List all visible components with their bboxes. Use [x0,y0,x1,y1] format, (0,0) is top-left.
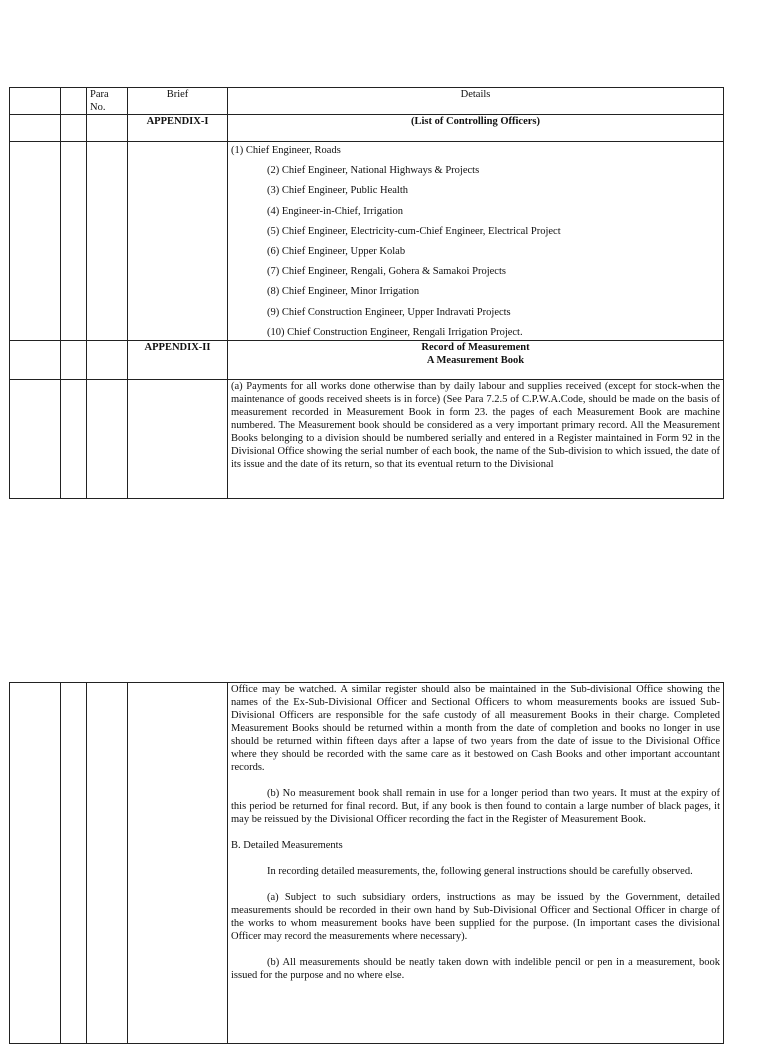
appendix-table-page-1 [9,87,724,499]
list-item: (7) Chief Engineer, Rengali, Gohera & Samakoi Projects [267,266,506,278]
details-header: Details [228,88,724,115]
list-item: (3) Chief Engineer, Public Health [267,185,408,197]
para-detailed-b: (b) All measurements should be neatly taken down with indelible pencil or pen in a measurement, book issued for the purpose and no where else. [231,957,720,981]
list-item: (5) Chief Engineer, Electricity-cum-Chief Engineer, Electrical Project [267,225,561,237]
list-item: (9) Chief Construction Engineer, Upper Indravati Projects [267,306,511,318]
appendix-table-page-2 [9,682,724,1044]
appendix-2-body-row [10,379,724,498]
blank-col-cell [10,88,61,115]
list-item: (6) Chief Engineer, Upper Kolab [267,245,406,257]
para-continuation: Office may be watched. A similar register should also be maintained in the Sub-divisional Office showing the names of the Ex-Sub-Divisional Officer and Sectional Officers to whom measurements books are issued Sub-Divisional Officers are responsible for the safe custody of all measurement Books in their charge. Completed Measurement Books should be returned within a month from the date of completion and books no longer in use should be returned within fifteen days after a lapse of two years from the date of issue to the Divisional Office where they should be recorded with the same care as it bestowed on Cash Books and other important accountant records. [231,684,720,773]
measurement-book-para-a: (a) Payments for all works done otherwise than by daily labour and supplies received (except for stock-when the maintenance of goods received sheets is in force) (See Para 7.2.5 of C.P.W.A.Code, should be made on the basis of measurement recorded in Measurement Book in form 23. the pages of each Measurement Book are machine numbered. The Measurement book should be considered as a very important primary record. All the Measurement Books belonging to a division should be numbered serially and entered in a Register maintained in Form 92 in the Divisional Office showing the serial number of each book, the name of the Sub-division to which issued, the date of its issue and the date of its return, so that its eventual return to the Divisional [228,379,724,498]
section-heading-b: B. Detailed Measurements [231,840,343,851]
para-detailed-a: (a) Subject to such subsidiary orders, instructions as may be issued by the Government, detailed measurements should be recorded in their own hand by Sub-Divisional Officer and Sectional Officer in charge of the works to whom measurement books have been supplied for the purpose. (In important cases the divisional Officer may record the measurements where necessary). [231,892,720,942]
appendix-2-title [228,340,724,379]
list-item: (1) Chief Engineer, Roads [231,145,341,156]
para-b: (b) No measurement book shall remain in use for a longer period than two years. It must at the expiry of this period be returned for final record. But, if any book is then found to contain a large number of black pages, it may be reissued by the Divisional Officer recording the fact in the Register of Measurement Book. [231,788,720,825]
appendix-2-title-row [10,340,724,379]
continuation-row [10,683,724,1044]
list-item: (10) Chief Construction Engineer, Rengali Irrigation Project. [267,326,523,338]
appendix-1-label: APPENDIX-I [128,115,228,142]
appendix-1-title: (List of Controlling Officers) [228,115,724,142]
table-header-row [10,88,724,115]
controlling-officers-list [228,142,724,341]
blank-col-cell [61,88,87,115]
continuation-text [228,683,724,1044]
appendix-2-title-line-1: Record of Measurement [421,341,530,353]
appendix-1-list-row [10,142,724,341]
brief-header: Brief [128,88,228,115]
list-item: (2) Chief Engineer, National Highways & Projects [267,165,480,177]
appendix-1-title-row [10,115,724,142]
para-intro: In recording detailed measurements, the, following general instructions should be carefully observed. [267,866,693,877]
list-item: (8) Chief Engineer, Minor Irrigation [267,286,420,298]
para-no-header: Para No. [87,88,128,115]
appendix-2-label: APPENDIX-II [128,340,228,379]
appendix-2-title-line-2: A Measurement Book [426,354,525,366]
list-item: (4) Engineer-in-Chief, Irrigation [267,205,403,217]
